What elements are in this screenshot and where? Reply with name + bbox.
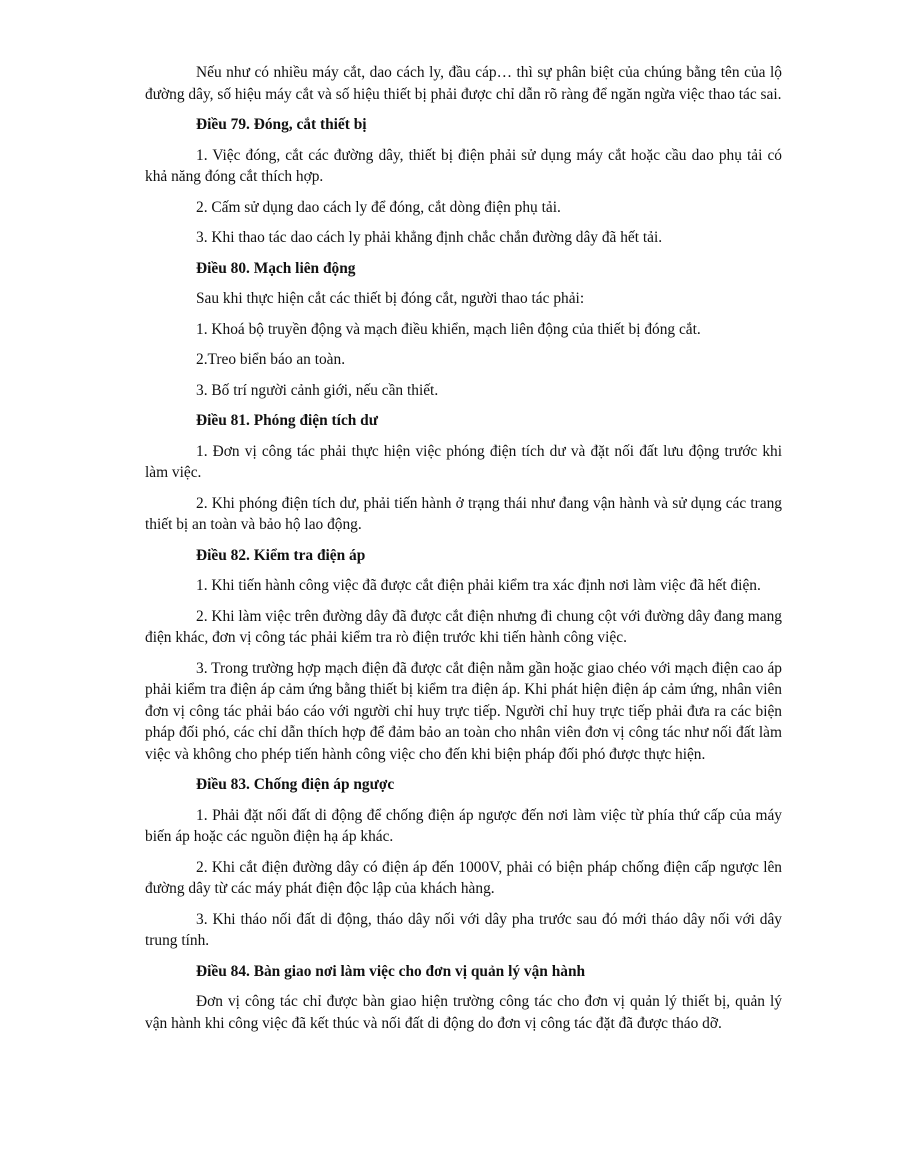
article-83-item-3: 3. Khi tháo nối đất di động, tháo dây nối với dây pha trước sau đó mới tháo dây nối với dây trung tính. (145, 910, 782, 949)
article-81-item-2: 2. Khi phóng điện tích dư, phải tiến hành ở trạng thái như đang vận hành và sử dụng các trang thiết bị an toàn và bảo hộ lao động. (145, 494, 782, 533)
article-79-item-3: 3. Khi thao tác dao cách ly phải khẳng định chắc chắn đường dây đã hết tải. (196, 229, 663, 246)
article-81-item-1: 1. Đơn vị công tác phải thực hiện việc phóng điện tích dư và đặt nối đất lưu động trước khi làm việc. (145, 442, 782, 481)
article-80-item-2: 2.Treo biển báo an toàn. (196, 351, 346, 368)
article-80-item-1: 1. Khoá bộ truyền động và mạch điều khiển, mạch liên động của thiết bị đóng cắt. (196, 320, 701, 338)
article-80-heading: Điều 80. Mạch liên động (196, 259, 356, 277)
article-83-item-1: 1. Phải đặt nối đất di động để chống điện áp ngược đến nơi làm việc từ phía thứ cấp của máy biến áp hoặc các nguồn điện hạ áp khác. (145, 806, 782, 845)
article-83-heading: Điều 83. Chống điện áp ngược (196, 776, 395, 793)
article-80-intro: Sau khi thực hiện cắt các thiết bị đóng cắt, người thao tác phải: (196, 290, 585, 307)
document-page (145, 62, 782, 1043)
article-80-item-3: 3. Bố trí người cảnh giới, nếu cần thiết. (196, 381, 439, 399)
article-79-heading: Điều 79. Đóng, cắt thiết bị (196, 116, 367, 133)
article-82-item-2: 2. Khi làm việc trên đường dây đã được cắt điện nhưng đi chung cột với đường dây đang mang điện khác, đơn vị công tác phải kiểm tra rò điện trước khi tiến hành công việc. (145, 607, 782, 646)
article-82-item-1: 1. Khi tiến hành công việc đã được cắt điện phải kiểm tra xác định nơi làm việc đã hết điện. (196, 577, 761, 594)
article-81-heading: Điều 81. Phóng điện tích dư (196, 412, 378, 429)
article-84-heading: Điều 84. Bàn giao nơi làm việc cho đơn vị quản lý vận hành (196, 962, 586, 980)
article-79-item-1: 1. Việc đóng, cắt các đường dây, thiết bị điện phải sử dụng máy cắt hoặc cầu dao phụ tải có khả năng đóng cắt thích hợp. (145, 146, 782, 185)
article-79-item-2: 2. Cấm sử dụng dao cách ly để đóng, cắt dòng điện phụ tải. (196, 198, 561, 216)
article-82-heading: Điều 82. Kiểm tra điện áp (196, 546, 366, 564)
article-84-item-1: Đơn vị công tác chỉ được bàn giao hiện trường công tác cho đơn vị quản lý thiết bị, quản lý vận hành khi công việc đã kết thúc và nối đất di động do đơn vị công tác đặt đã được tháo dỡ. (145, 993, 782, 1032)
article-82-item-3: 3. Trong trường hợp mạch điện đã được cắt điện nằm gần hoặc giao chéo với mạch điện cao áp phải kiểm tra điện áp cảm ứng bằng thiết bị kiểm tra điện áp. Khi phát hiện điện áp cảm ứng, nhân viên đơn vị công tác phải báo cáo với người chỉ huy trực tiếp. Người chỉ huy trực tiếp phải đưa ra các biện pháp đối phó, các chỉ dẫn thích hợp để đảm bảo an toàn cho nhân viên đơn vị công tác như nối đất làm việc và không cho phép tiến hành công việc cho đến khi biện pháp đối phó được thực hiện. (145, 659, 782, 763)
intro-paragraph: Nếu như có nhiều máy cắt, dao cách ly, đầu cáp… thì sự phân biệt của chúng bằng tên của lộ đường dây, số hiệu máy cắt và số hiệu thiết bị phải được chỉ dẫn rõ ràng để ngăn ngừa việc thao tác sai. (145, 64, 782, 103)
article-83-item-2: 2. Khi cắt điện đường dây có điện áp đến 1000V, phải có biện pháp chống điện cấp ngược lên đường dây từ các máy phát điện độc lập của khách hàng. (145, 858, 782, 897)
